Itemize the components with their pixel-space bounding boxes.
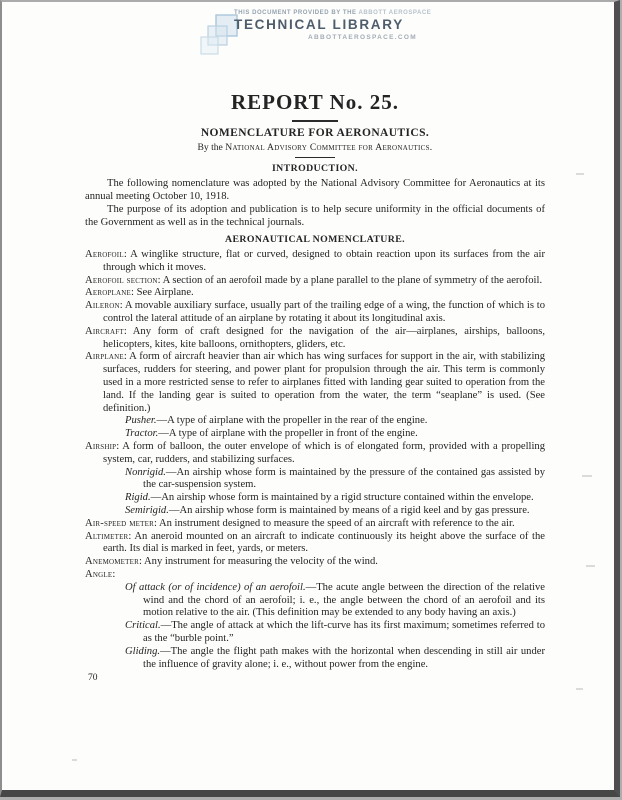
definition-entry [85, 556, 545, 569]
definition-term: Altimeter [85, 530, 129, 542]
introduction-heading: INTRODUCTION. [271, 163, 359, 174]
definition-text: Aeroplane: See Airplane. [85, 287, 194, 299]
banner-website: ABBOTTAEROSPACE.COM [308, 34, 417, 41]
definition-term: Aerofoil [85, 249, 124, 260]
definition-entry [85, 518, 545, 531]
definition-text: Anemometer: Any instrument for measuring the velocity of the wind. [85, 556, 378, 568]
definition-text: Airship: A form of balloon, the outer envelope of which is of elongated form, provided with a propelling system, car, rudders, and stabilizing surfaces. [85, 440, 545, 465]
definition-text: Aerofoil section: A section of an aerofoil made by a plane parallel to the plane of symmetry of the aerofoil. [85, 274, 543, 286]
scan-artifact [576, 688, 583, 690]
definition-entry [85, 300, 545, 326]
definition-subentry: Nonrigid.—An airship whose form is maintained by the pressure of the contained gas assisted by the car-suspension system. [125, 466, 545, 491]
definition-entry [85, 249, 545, 275]
byline-committee: National Advisory Committee for Aeronautics. [225, 142, 433, 153]
subentry-lead: Pusher. [125, 415, 157, 427]
definition-subentry: Gliding.—The angle the flight path makes with the horizontal when descending in still air under the influence of gravity alone; i. e., without power from the engine. [125, 645, 545, 670]
definition-text: Aileron: A movable auxiliary surface, usually part of the trailing edge of a wing, the function of which is to control the lateral attitude of an airplane by rotating it about its longitudinal axis. [85, 300, 545, 324]
report-page [2, 2, 614, 683]
scan-artifact [72, 759, 77, 761]
definition-entry [85, 287, 545, 300]
definition-text: Air-speed meter: An instrument designed to measure the speed of an aircraft with reference to the air. [85, 517, 515, 529]
byline [85, 142, 545, 153]
page-number: 70 [88, 673, 98, 684]
definition-term: Airship [85, 440, 117, 452]
banner-library-title: TECHNICAL LIBRARY [234, 17, 404, 32]
definition-entry [85, 569, 545, 671]
definition-term: Air-speed meter [85, 517, 154, 529]
definition-term: Aeroplane [85, 287, 132, 299]
definition-subentry: Of attack (or of incidence) of an aerofoil.—The acute angle between the direction of the relative wind and the chord of an aerofoil; i. e., the angle between the chord of an aerofoil and its motion relative to the air. (This definition may be extended to any body having an axis.) [125, 581, 545, 619]
definition-text: Aircraft: Any form of craft designed for the navigation of the air—airplanes, airships, balloons, helicopters, kites, kite balloons, ornithopters, gliders, etc. [85, 325, 545, 350]
subentry-lead: Of attack (or of incidence) of an aerofoil. [125, 581, 306, 593]
scan-artifact [586, 565, 595, 567]
definition-entry [85, 531, 545, 557]
definition-term: Aileron [85, 300, 120, 312]
intro-paragraph: The purpose of its adoption and publication is to help secure uniformity in the official documents of the Government as well as in the technical journals. [85, 204, 545, 228]
definition-subentry: Pusher.—A type of airplane with the propeller in the rear of the engine. [125, 415, 428, 427]
definition-subentry: Rigid.—An airship whose form is maintained by a rigid structure contained within the envelope. [125, 492, 534, 504]
report-subtitle: NOMENCLATURE FOR AERONAUTICS. [200, 127, 430, 139]
definition-term: Aerofoil section [85, 274, 158, 286]
scan-artifact [582, 475, 592, 477]
byline-divider [295, 157, 335, 158]
definition-subentry: Critical.—The angle of attack at which the lift-curve has its first maximum; sometimes referred to as the “burble point.” [125, 620, 545, 644]
definition-text: Angle: [85, 568, 116, 580]
definition-entry [85, 351, 545, 441]
subentry-lead: Rigid. [125, 492, 151, 504]
title-divider [292, 120, 338, 122]
definition-term: Anemometer [85, 556, 139, 568]
subentry-lead: Tractor. [125, 428, 159, 440]
definition-entry [85, 326, 545, 352]
report-title: REPORT No. 25. [230, 90, 400, 114]
definition-subentry: Semirigid.—An airship whose form is maintained by means of a rigid keel and by gas pressure. [125, 504, 530, 516]
definition-text: Altimeter: An aneroid mounted on an aircraft to indicate continuously its height above the surface of the earth. Its dial is marked in feet, yards, or meters. [85, 530, 545, 555]
definitions-list [85, 249, 545, 671]
definition-entry [85, 275, 545, 288]
subentry-lead: Critical. [125, 620, 161, 632]
definition-term: Airplane [85, 351, 124, 363]
definition-subentry: Tractor.—A type of airplane with the propeller in front of the engine. [125, 428, 418, 440]
definition-entry [85, 441, 545, 518]
definition-term: Aircraft [85, 325, 124, 337]
definition-term: Angle [85, 568, 113, 580]
byline-prefix: By the [197, 142, 223, 153]
intro-paragraph: The following nomenclature was adopted by the National Advisory Committee for Aeronautics at its annual meeting October 10, 1918. [85, 178, 545, 202]
banner-brand-text: ABBOTT AEROSPACE [358, 10, 432, 16]
nomenclature-heading: AERONAUTICAL NOMENCLATURE. [224, 234, 406, 245]
definition-text: Aerofoil: A winglike structure, flat or curved, designed to obtain reaction upon its surfaces from the air through which it moves. [85, 249, 545, 273]
banner-provided-text: THIS DOCUMENT PROVIDED BY THE [234, 10, 357, 16]
scan-artifact [576, 173, 584, 175]
subentry-lead: Gliding. [125, 645, 161, 657]
subentry-lead: Semirigid. [125, 504, 169, 516]
definition-text: Airplane: A form of aircraft heavier than air which has wing surfaces for support in the air, with stabilizing surfaces, rudders for steering, and power plant for propulsion through the air. This term is commonly used in a more restricted sense to refer to airplanes fitted with landing gear suited to operation from the land. If the landing gear is suited to operation from the water, the term “seaplane” is used. (See definition.) [85, 351, 545, 414]
subentry-lead: Nonrigid. [125, 466, 166, 478]
